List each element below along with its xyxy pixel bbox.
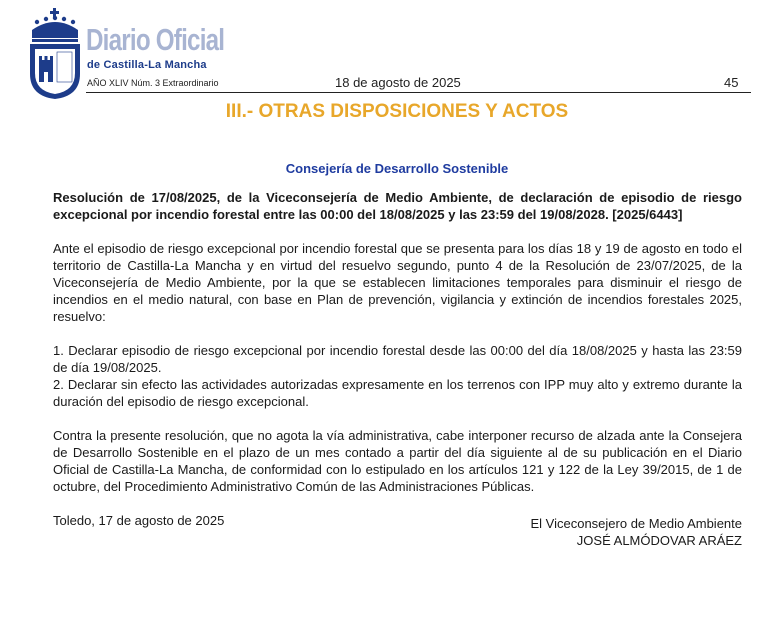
list-item: 2. Declarar sin efecto las actividades autorizadas expresamente en los terrenos con IPP muy alto y extremo durante la duración del episodio de riesgo excepcional. [53,377,742,409]
place-date: Toledo, 17 de agosto de 2025 [53,513,225,528]
intro-paragraph: Ante el episodio de riesgo excepcional por incendio forestal que se presenta para los días 18 y 19 de agosto en todo el territorio de Castilla-La Mancha y en virtud del resuelvo segundo, punto 4 de la Resolución de 23/07/2025, de la Viceconsejería de Medio Ambiente, por la que se establecen limitaciones temporales para disminuir el riesgo de incendios en el medio natural, con base en Plan de prevención, vigilancia y extinción de incendios forestales 2025, resuelvo: [53,241,742,324]
publication-date: 18 de agosto de 2025 [335,75,461,90]
resolution-title: Resolución de 17/08/2025, de la Viceconsejería de Medio Ambiente, de declaración de episodio de riesgo excepcional por incendio forestal entre las 00:00 del 18/08/2025 y las 23:59 del 19/08/2028. [2025/6443] [53,190,742,222]
signatory-name: JOSÉ ALMÓDOVAR ARÁEZ [576,533,742,548]
castilla-la-mancha-logo [26,8,84,100]
section-title: III.- OTRAS DISPOSICIONES Y ACTOS [225,101,569,122]
resolution-items [53,342,742,410]
issue-info: AÑO XLIV Núm. 3 Extraordinario [87,78,219,88]
brand-subtitle: de Castilla-La Mancha [87,59,207,71]
signature-block [531,515,743,549]
department-heading: Consejería de Desarrollo Sostenible [285,161,509,176]
brand-title: Diario Oficial [86,22,225,57]
signatory-role: El Viceconsejero de Medio Ambiente [530,516,742,531]
header-divider [86,92,751,93]
document-body [53,189,742,529]
appeal-paragraph: Contra la presente resolución, que no agota la vía administrativa, cabe interponer recurso de alzada ante la Consejera de Desarrollo Sostenible en el plazo de un mes contado a partir del día siguiente al de su publicación en el Diario Oficial de Castilla-La Mancha, de conformidad con lo estipulado en los artículos 121 y 122 de la Ley 39/2015, de 1 de octubre, del Procedimiento Administrativo Común de las Administraciones Públicas. [53,428,742,494]
page-number: 45 [724,75,739,90]
list-item: 1. Declarar episodio de riesgo excepcional por incendio forestal desde las 00:00 del día 18/08/2025 y hasta las 23:59 de día 19/08/2025. [53,343,742,375]
